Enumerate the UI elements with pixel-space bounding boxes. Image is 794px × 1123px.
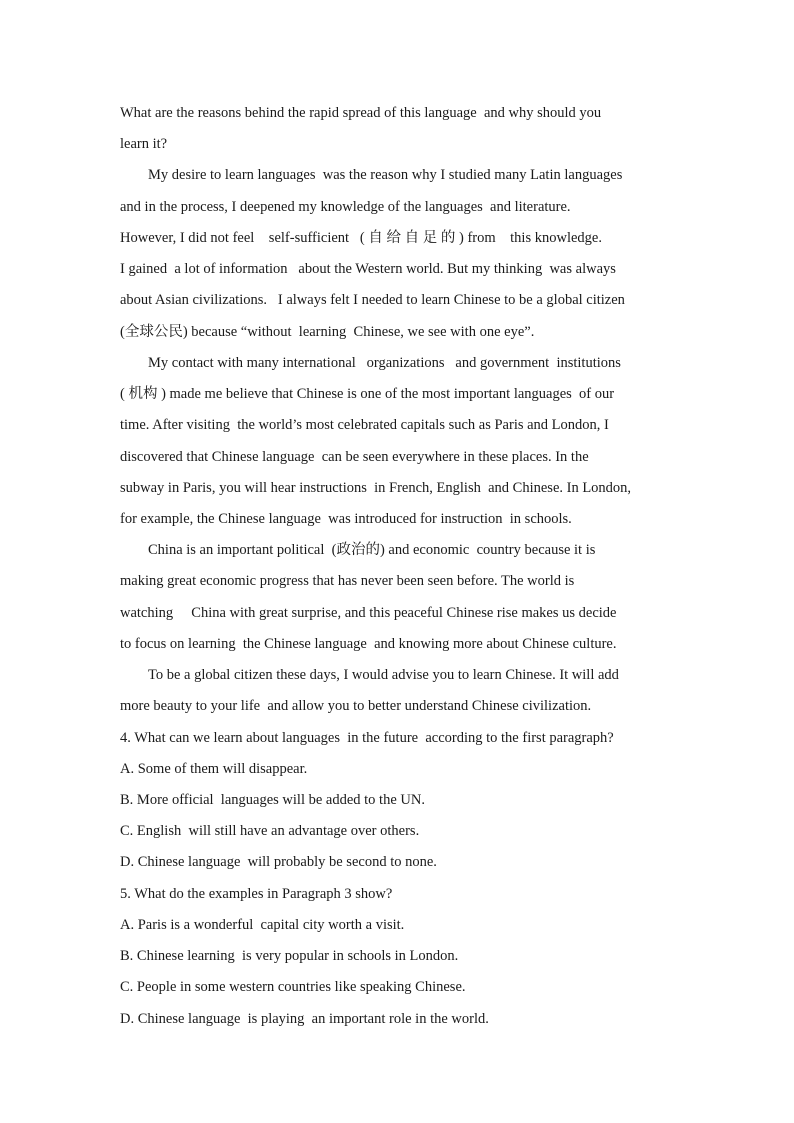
passage-line: I gained a lot of information about the Western world. But my thinking was always xyxy=(120,261,616,277)
option-b: B. More official languages will be added to the UN. xyxy=(120,792,425,808)
passage-line: watching China with great surprise, and this peaceful Chinese rise makes us decide xyxy=(120,605,617,621)
option-c: C. People in some western countries like speaking Chinese. xyxy=(120,979,466,995)
passage-line: and in the process, I deepened my knowledge of the languages and literature. xyxy=(120,199,571,215)
question-stem: 5. What do the examples in Paragraph 3 show? xyxy=(120,886,393,902)
passage-line: However, I did not feel self-sufficient ( 自 给 自 足 的 ) from this knowledge. xyxy=(120,230,602,246)
passage-line: to focus on learning the Chinese language and knowing more about Chinese culture. xyxy=(120,636,617,652)
passage-line: learn it? xyxy=(120,136,168,152)
passage-line: (全球公民) because “without learning Chinese, we see with one eye”. xyxy=(120,324,535,340)
question-stem: 4. What can we learn about languages in the future according to the first paragraph? xyxy=(120,730,614,746)
passage-line: ( 机构 ) made me believe that Chinese is one of the most important languages of our xyxy=(120,386,615,402)
passage-line: about Asian civilizations. I always felt I needed to learn Chinese to be a global citizen xyxy=(120,292,625,308)
passage-line: What are the reasons behind the rapid spread of this language and why should you xyxy=(120,105,602,121)
option-d: D. Chinese language is playing an important role in the world. xyxy=(120,1011,489,1027)
passage-line: subway in Paris, you will hear instructions in French, English and Chinese. In London, xyxy=(120,480,632,496)
passage-line: making great economic progress that has never been seen before. The world is xyxy=(120,573,575,589)
paragraph-3-start: My contact with many international organizations and government institutions xyxy=(148,355,621,371)
passage-line: time. After visiting the world’s most celebrated capitals such as Paris and London, I xyxy=(120,417,609,433)
paragraph-5-start: To be a global citizen these days, I would advise you to learn Chinese. It will add xyxy=(148,667,619,683)
option-b: B. Chinese learning is very popular in schools in London. xyxy=(120,948,459,964)
passage-line: for example, the Chinese language was introduced for instruction in schools. xyxy=(120,511,572,527)
passage-line: more beauty to your life and allow you to better understand Chinese civilization. xyxy=(120,698,592,714)
passage-line: discovered that Chinese language can be seen everywhere in these places. In the xyxy=(120,449,589,465)
paragraph-4-start: China is an important political (政治的) and economic country because it is xyxy=(148,542,596,558)
option-a: A. Paris is a wonderful capital city worth a visit. xyxy=(120,917,405,933)
option-a: A. Some of them will disappear. xyxy=(120,761,308,777)
option-d: D. Chinese language will probably be second to none. xyxy=(120,854,437,870)
option-c: C. English will still have an advantage over others. xyxy=(120,823,420,839)
paragraph-2-start: My desire to learn languages was the reason why I studied many Latin languages xyxy=(148,167,623,183)
